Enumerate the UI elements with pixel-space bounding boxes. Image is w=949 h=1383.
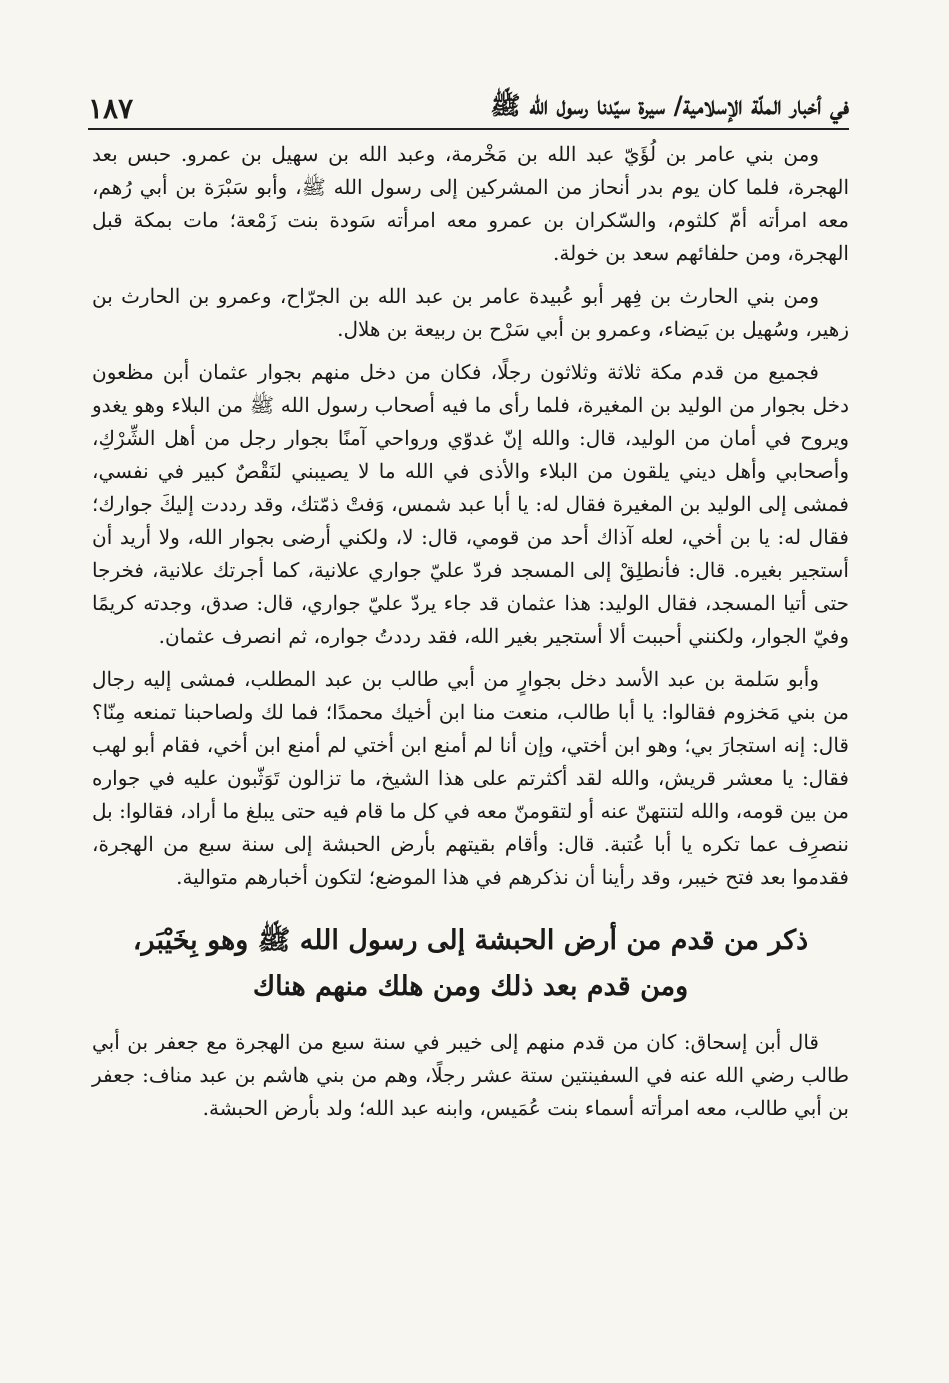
body-text [92, 138, 849, 1135]
paragraph-abu-salama: وأبو سَلمة بن عبد الأسد دخل بجوارٍ من أبي طالب بن عبد المطلب، فمشى إليه رجال من بني مَخزوم فقالوا: يا أبا طالب، منعت منا ابن أخيك محمدًا؛ فما لك ولصاحبنا تمنعه مِنّا؟ قال: إنه استجارَ بي؛ وهو ابن أختي، وإن أنا لم أمنع ابن أختي لم أمنع ابن أخي، فقام أبو لهب فقال: يا معشر قريش، والله لقد أكثرتم على هذا الشيخ، ما تزالون تَوَثّبون عليه في جواره من بين قومه، والله لتنتهنّ عنه أو لتقومنّ معه في كل ما قام فيه حتى يبلغ ما أراد، فقالوا: بل ننصرِف عما تكره يا أبا عُتبة. قال: وأقام بقيتهم بأرض الحبشة إلى سنة سبع من الهجرة، فقدموا بعد فتح خيبر، وقد رأينا أن نذكرهم في هذا الموضع؛ لتكون أخبارهم متوالية. [92, 667, 849, 889]
paragraph-bani-amir: ومن بني عامر بن لُؤَيّ عبد الله بن مَخْرمة، وعبد الله بن سهيل بن عمرو. حبس بعد الهجرة، فلما كان يوم بدر أنحاز من المشركين إلى رسول الله ﷺ، وأبو سَبْرَة بن أبي رُهم، معه امرأته أمّ كلثوم، والسّكران بن عمرو معه امرأته سَودة بنت زَمْعة؛ مات بمكة قبل الهجرة، ومن حلفائهم سعد بن خولة. [92, 142, 849, 265]
paragraph-ibn-ishaq: قال أبن إسحاق: كان من قدم منهم إلى خيبر في سنة سبع من الهجرة مع جعفر بن أبي طالب رضي الله عنه في السفينتين ستة عشر رجلًا، وهم من بني هاشم بن عبد مناف: جعفر بن أبي طالب، معه امرأته أسماء بنت عُمَيس، وابنه عبد الله؛ ولد بأرض الحبشة. [92, 1030, 849, 1120]
section-heading-line-1: ذكر من قدم من أرض الحبشة إلى رسول الله ﷺ وهو بِخَيْبَر، [132, 925, 809, 956]
paragraph-uthman-ibn-mazun: فجميع من قدم مكة ثلاثة وثلاثون رجلًا، فكان من دخل منهم بجوار عثمان أبن مظعون دخل بجوار من الوليد بن المغيرة، فلما رأى ما فيه أصحاب رسول الله ﷺ من البلاء وهو يغدو ويروح في أمان من الوليد، قال: والله إنّ غدوّي ورواحي آمنًا بجوار رجل من أهل الشِّرْكِ، وأصحابي وأهل ديني يلقون من البلاء والأذى في الله ما لا يصيبني لنَقْصٌ كبير في نفسي، فمشى إلى الوليد بن المغيرة فقال له: يا أبا عبد شمس، وَفتْ ذمّتك، وقد رددت إليكَ جوارك؛ فقال له: يا بن أخي، لعله آذاك أحد من قومي، قال: لا، ولكني أرضى بجوار الله، ولا أريد أن أستجير بغيره. قال: فأنطلِقْ إلى المسجد فردّ عليّ جواري علانية، كما أجرتك علانية، فخرجا حتى أتيا المسجد، فقال الوليد: هذا عثمان قد جاء يردّ عليّ جواري، قال: صدق، وجدته كريمًا وفيّ الجوار، ولكنني أحببت ألا أستجير بغير الله، فقد رددتُ جواره، ثم انصرف عثمان. [92, 360, 849, 648]
running-title: في أخبار الملّة الإسلامية/ سيرة سيّدنا رسول الله ﷺ [490, 90, 849, 120]
section-heading [92, 918, 849, 1010]
section-heading-line-2: ومن قدم بعد ذلك ومن هلك منهم هناك [252, 971, 689, 1002]
running-header [88, 88, 849, 130]
page-number: ١٨٧ [88, 91, 134, 125]
paragraph-bani-harith: ومن بني الحارث بن فِهر أبو عُبيدة عامر بن عبد الله بن الجرّاح، وعمرو بن الحارث بن زهير، وسُهيل بن بَيضاء، وعمرو بن أبي سَرْح بن ربيعة بن هلال. [92, 284, 849, 341]
